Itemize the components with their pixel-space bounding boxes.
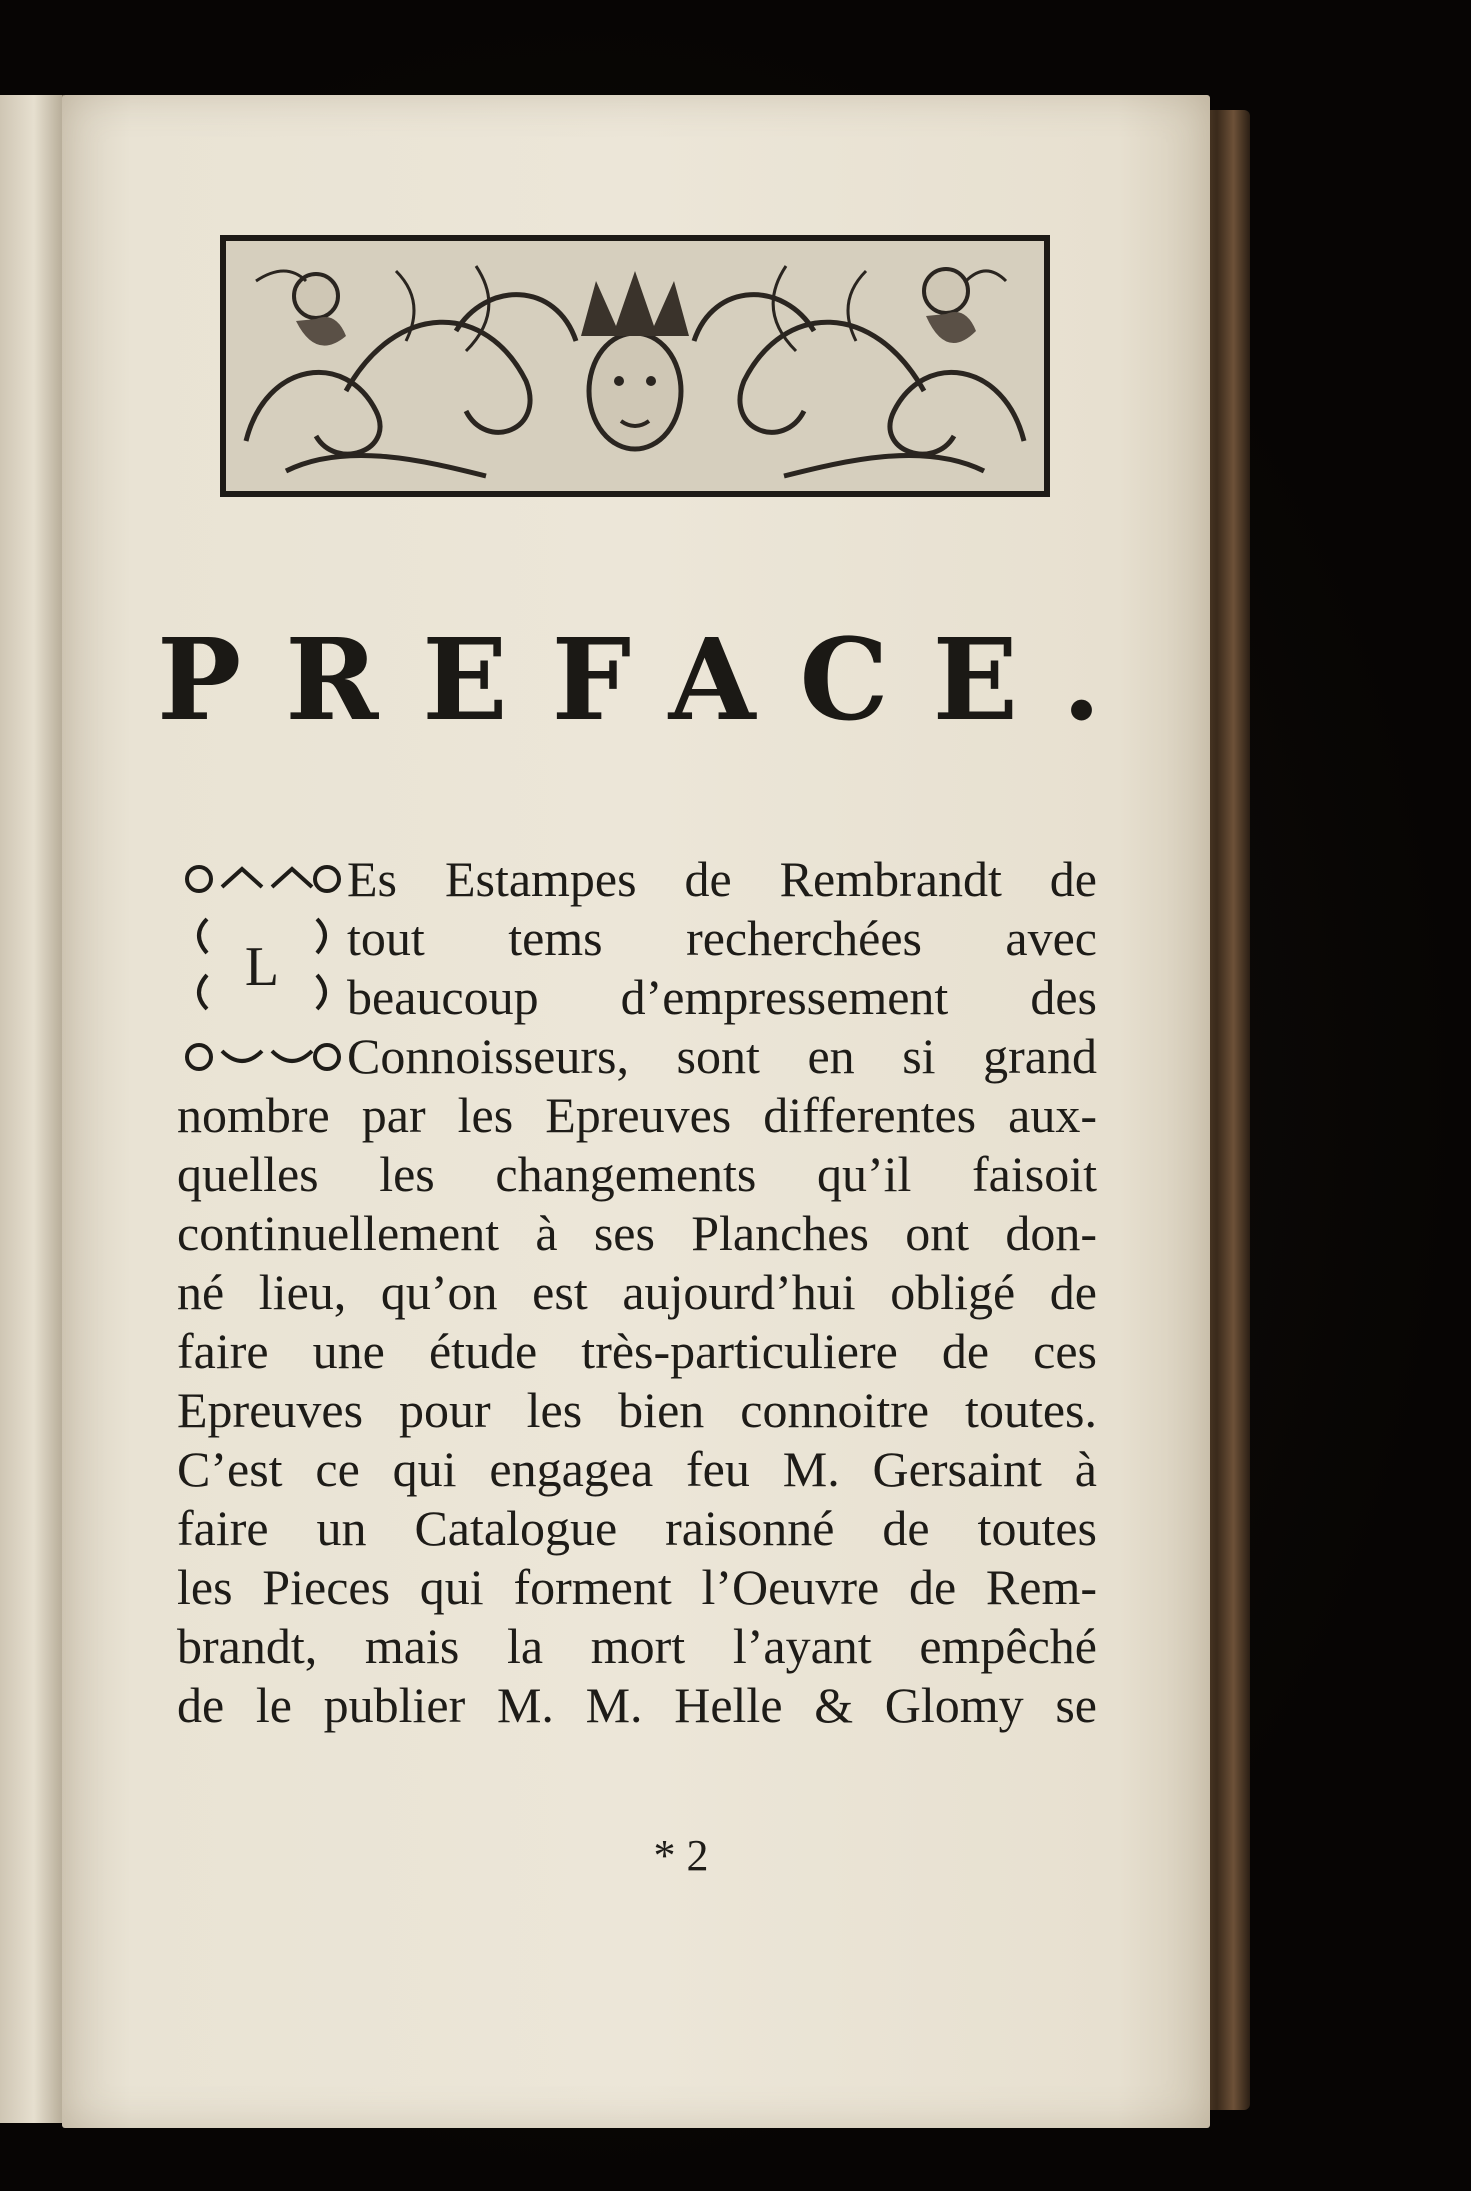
signature-mark: * 2 bbox=[653, 1831, 709, 1880]
text-line: les Pieces qui forment l’Oeuvre de Rem- bbox=[177, 1559, 1097, 1615]
text-line: faire une étude très-particuliere de ces bbox=[177, 1323, 1097, 1379]
text-line: brandt, mais la mort l’ayant empêché bbox=[177, 1618, 1097, 1674]
text-line: C’est ce qui engagea feu M. Gersaint à bbox=[177, 1441, 1097, 1497]
text-line: de le publier M. M. Helle & Glomy se bbox=[177, 1677, 1097, 1733]
text-line: continuellement à ses Planches ont don- bbox=[177, 1205, 1097, 1261]
left-page-edge bbox=[0, 95, 64, 2123]
text-line: Connoisseurs, sont en si grand bbox=[347, 1028, 1097, 1084]
text-line: beaucoup d’empressement des bbox=[347, 969, 1097, 1025]
page-title: PREFACE. bbox=[156, 615, 1145, 746]
ornamental-headpiece bbox=[220, 235, 1050, 497]
headpiece-engraving-icon bbox=[226, 241, 1044, 491]
text-line: faire un Catalogue raisonné de toutes bbox=[177, 1500, 1097, 1556]
text-line: Es Estampes de Rembrandt de bbox=[347, 851, 1097, 907]
text-line: quelles les changements qu’il faisoit bbox=[177, 1146, 1097, 1202]
text-line: tout tems recherchées avec bbox=[347, 910, 1097, 966]
book-page bbox=[62, 95, 1210, 2128]
text-line: Epreuves pour les bien connoitre toutes. bbox=[177, 1382, 1097, 1438]
preface-paragraph bbox=[177, 850, 1097, 1735]
text-line: né lieu, qu’on est aujourd’hui obligé de bbox=[177, 1264, 1097, 1320]
text-line: nombre par les Epreuves differentes aux- bbox=[177, 1087, 1097, 1143]
drop-cap-letter: L bbox=[244, 936, 280, 998]
